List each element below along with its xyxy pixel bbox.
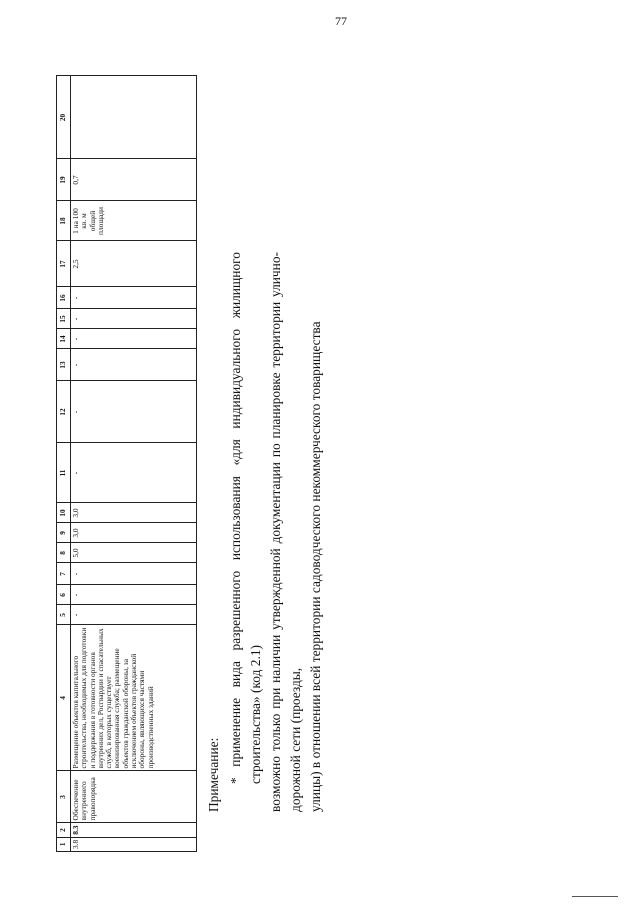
col-header: 5 bbox=[57, 605, 71, 625]
col-header: 14 bbox=[57, 329, 71, 349]
col-header: 6 bbox=[57, 585, 71, 605]
col-header: 16 bbox=[57, 287, 71, 309]
cell-value: - bbox=[71, 563, 197, 585]
col-header: 2 bbox=[57, 823, 71, 837]
col-header: 19 bbox=[57, 159, 71, 201]
col-header: 11 bbox=[57, 443, 71, 503]
note-title: Примечание: bbox=[206, 737, 221, 812]
header-row bbox=[57, 76, 71, 852]
cell-value: 3,0 bbox=[71, 503, 197, 523]
col-header: 15 bbox=[57, 309, 71, 329]
cell-value: 2,5 bbox=[71, 241, 197, 287]
col-header: 18 bbox=[57, 201, 71, 241]
cell-value: - bbox=[71, 309, 197, 329]
cell-value: 0,7 bbox=[71, 159, 197, 201]
note-line: улицы) в отношении всей территории садоводческого некоммерческого товарищества bbox=[308, 321, 323, 812]
cell-value: - bbox=[71, 443, 197, 503]
col-header: 20 bbox=[57, 76, 71, 159]
regulations-table bbox=[56, 76, 197, 853]
page-number: 77 bbox=[335, 14, 347, 28]
col-header: 3 bbox=[57, 771, 71, 823]
col-header: 1 bbox=[57, 837, 71, 851]
cell-use-name: Обеспечение внутреннего правопорядка bbox=[71, 771, 197, 823]
cell-value: - bbox=[71, 585, 197, 605]
col-header: 4 bbox=[57, 625, 71, 771]
col-header: 7 bbox=[57, 563, 71, 585]
col-header: 10 bbox=[57, 503, 71, 523]
note-line: возможно только при наличии утвержденной документации по планировке территории улично-дорожной сети (проезды, bbox=[268, 252, 303, 812]
rotated-page-content bbox=[56, 52, 576, 852]
col-header: 9 bbox=[57, 523, 71, 543]
col-header: 17 bbox=[57, 241, 71, 287]
cell-value: - bbox=[71, 349, 197, 381]
note-line: * применение вида разрешенного использования «для индивидуального жилищного строительства» (код 2.1) bbox=[228, 252, 263, 784]
cell-value: - bbox=[71, 605, 197, 625]
table-row bbox=[71, 76, 197, 852]
footer-rule bbox=[572, 896, 618, 897]
cell-number: 3.8 bbox=[71, 837, 197, 851]
col-header: 13 bbox=[57, 349, 71, 381]
cell-value bbox=[71, 76, 197, 159]
cell-value: 1 на 100 кв. м общей площади bbox=[71, 201, 197, 241]
col-header: 12 bbox=[57, 381, 71, 443]
cell-value: - bbox=[71, 287, 197, 309]
cell-value: 3,0 bbox=[71, 523, 197, 543]
col-header: 8 bbox=[57, 543, 71, 563]
cell-value: - bbox=[71, 329, 197, 349]
cell-code: 8.3 bbox=[71, 823, 197, 837]
note-body bbox=[226, 252, 326, 812]
cell-value: - bbox=[71, 381, 197, 443]
cell-value: 5,0 bbox=[71, 543, 197, 563]
cell-use-description: Размещение объектов капитального строительства, необходимых для подготовки и поддержания в готовности органов внутренних дел, Росгвардии и спасательных служб, в которых существует военизированная служба; размещение объектов гражданской обороны, за исключением объектов гражданской обороны, являющихся частями производственных зданий bbox=[71, 625, 197, 771]
